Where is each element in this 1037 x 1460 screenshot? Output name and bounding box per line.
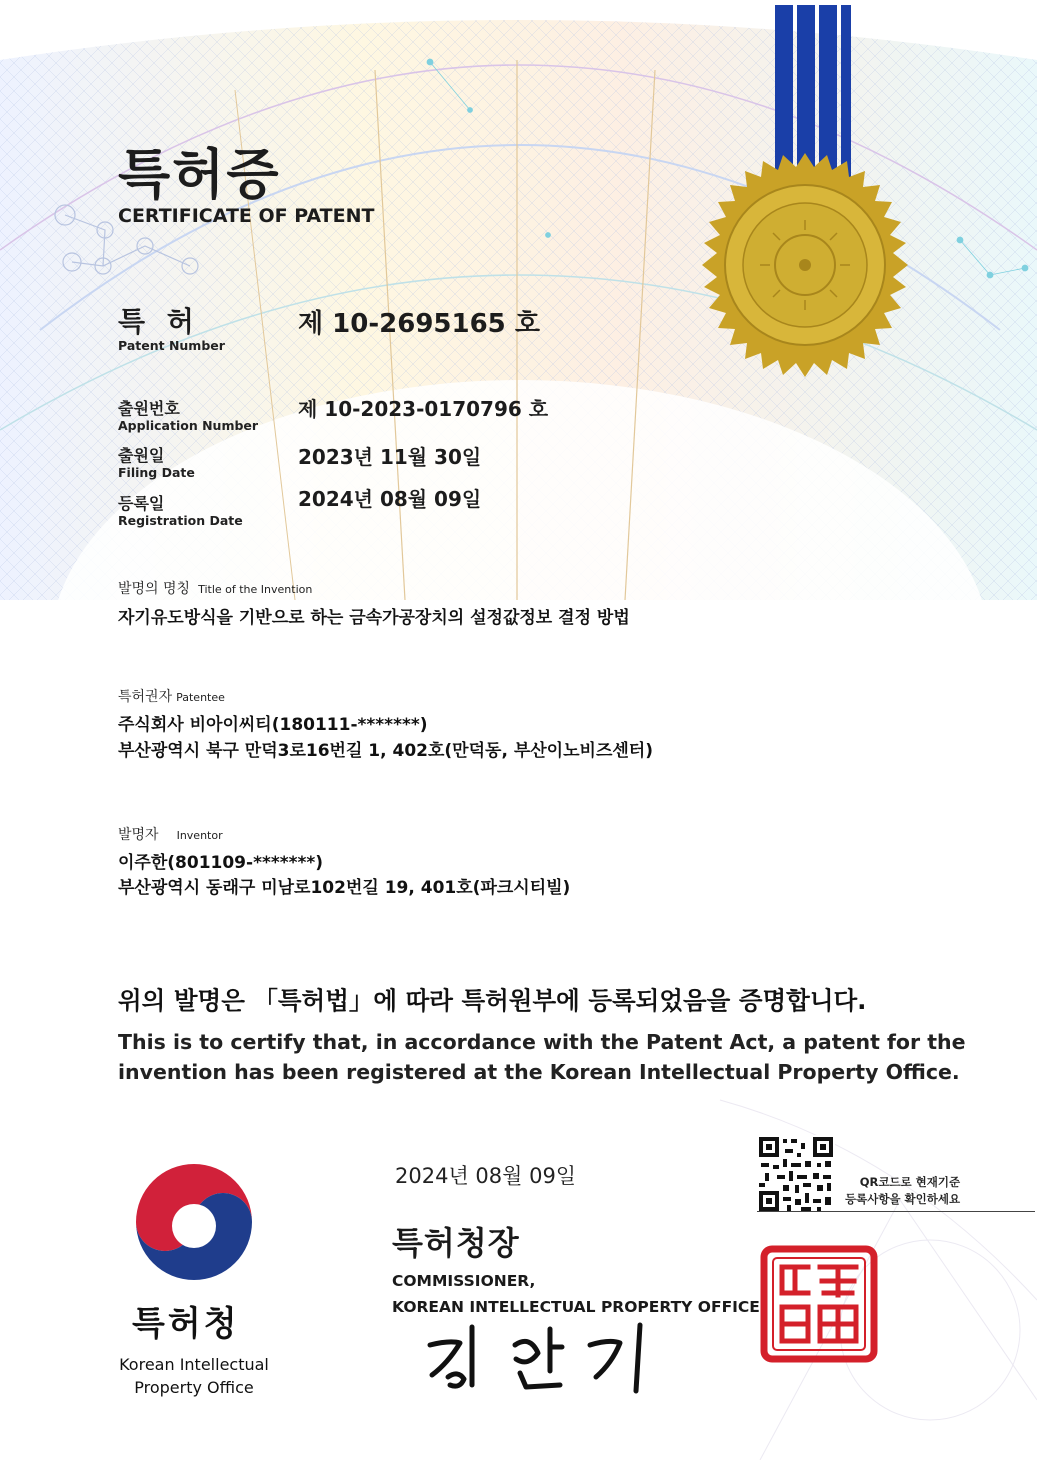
registration-date-label-ko: 등록일 <box>118 494 165 513</box>
certificate-title-en: CERTIFICATE OF PATENT <box>118 205 375 227</box>
invention-label-ko: 발명의 명칭 <box>118 581 191 597</box>
inventor-label-ko: 발명자 <box>118 827 159 843</box>
patent-number-value: 제 10-2695165 호 <box>298 309 540 339</box>
qr-code-icon[interactable] <box>757 1135 835 1213</box>
inventor-name: 이주한(801109-*******) <box>118 853 324 873</box>
divider <box>757 1211 1035 1212</box>
patentee-name: 주식회사 비아이씨티(180111-*******) <box>118 715 428 735</box>
commissioner-title-en <box>392 1268 760 1320</box>
application-number-label-ko: 출원번호 <box>118 399 180 418</box>
registration-date-label-en: Registration Date <box>118 513 243 528</box>
office-name-ko: 특허청 <box>132 1304 240 1344</box>
filing-date-label-ko: 출원일 <box>118 446 165 465</box>
filing-date-label-en: Filing Date <box>118 465 195 480</box>
application-number-value: 제 10-2023-0170796 호 <box>298 397 549 421</box>
commissioner-title-ko: 특허청장 <box>392 1224 520 1262</box>
application-number-label-en: Application Number <box>118 418 259 433</box>
office-name-en-line1: Korean Intellectual <box>119 1355 269 1374</box>
inventor-section-label <box>118 824 223 844</box>
registration-date-value: 2024년 08월 09일 <box>298 487 482 511</box>
qr-caption-line1: QR코드로 현재기준 <box>859 1175 961 1189</box>
invention-section-label <box>118 578 312 598</box>
commissioner-title-en-line2: KOREAN INTELLECTUAL PROPERTY OFFICE <box>392 1298 760 1316</box>
inventor-address: 부산광역시 동래구 미남로102번길 19, 401호(파크시티빌) <box>118 878 571 898</box>
certification-statement-en: This is to certify that, in accordance with the Patent Act, a patent for the invention has been registered at the Korean Intellectual Property Office. <box>118 1030 966 1084</box>
invention-title: 자기유도방식을 기반으로 하는 금속가공장치의 설정값정보 결정 방법 <box>118 608 630 628</box>
patent-number-label-ko: 특 허 <box>118 305 200 338</box>
inventor-label-en: Inventor <box>176 829 223 842</box>
certification-statement-ko: 위의 발명은 「특허법」에 따라 특허원부에 등록되었음을 증명합니다. <box>118 986 867 1015</box>
office-name-en <box>100 1353 288 1399</box>
certificate-title-ko: 특허증 <box>118 143 281 206</box>
official-seal-stamp <box>760 1245 878 1363</box>
patentee-label-en: Patentee <box>176 691 225 704</box>
gold-seal-icon <box>690 150 920 380</box>
patentee-label-ko: 특허권자 <box>118 689 173 705</box>
commissioner-title-en-line1: COMMISSIONER, <box>392 1272 536 1290</box>
taegeuk-logo-icon <box>132 1160 256 1284</box>
qr-caption <box>845 1174 960 1208</box>
patent-number-label-en: Patent Number <box>118 338 225 353</box>
issue-date: 2024년 08월 09일 <box>395 1164 577 1188</box>
qr-caption-line2: 등록사항을 확인하세요 <box>845 1192 961 1206</box>
patentee-address: 부산광역시 북구 만덕3로16번길 1, 402호(만덕동, 부산이노비즈센터) <box>118 741 653 761</box>
commissioner-signature <box>420 1315 670 1395</box>
office-name-en-line2: Property Office <box>134 1378 254 1397</box>
invention-label-en: Title of the Invention <box>198 583 313 596</box>
filing-date-value: 2023년 11월 30일 <box>298 445 482 469</box>
patentee-section-label <box>118 686 225 706</box>
